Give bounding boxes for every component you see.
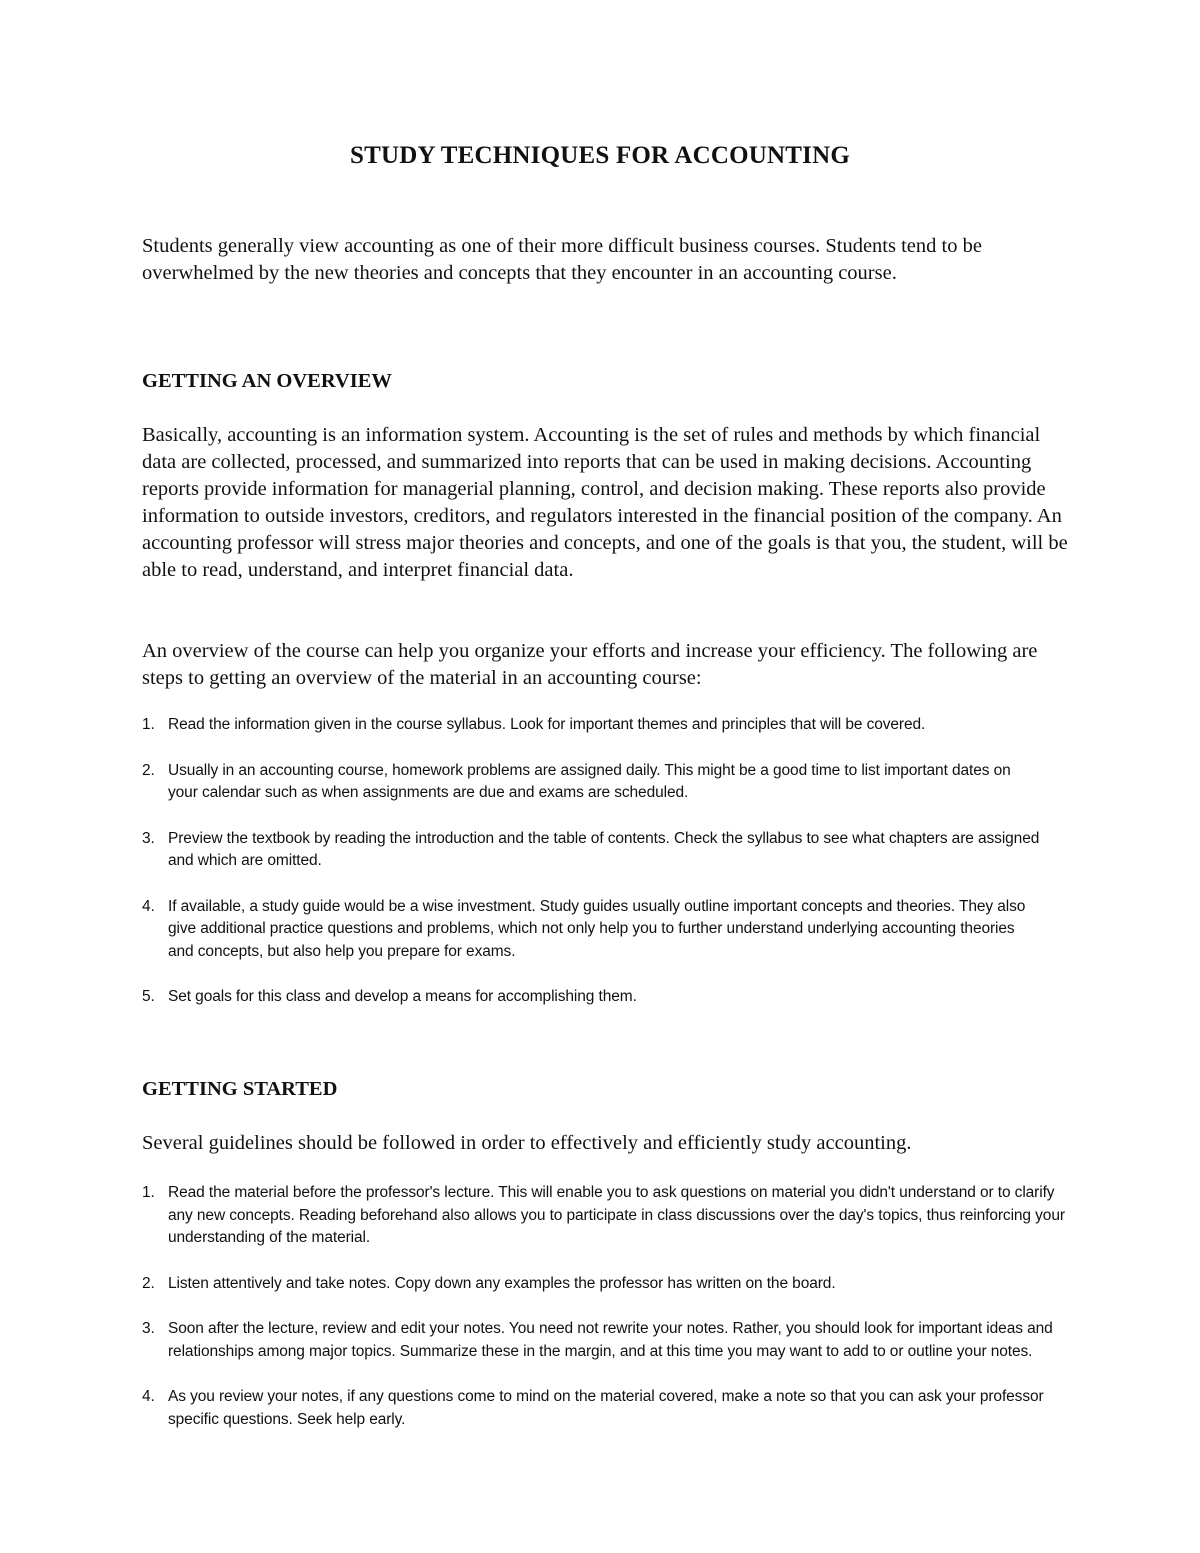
document-title: STUDY TECHNIQUES FOR ACCOUNTING	[349, 142, 851, 169]
list-item-number: 1.	[142, 1184, 155, 1201]
list-item-text: Set goals for this class and develop a means for accomplishing them.	[168, 988, 637, 1005]
list-item	[142, 828, 1042, 873]
overview-paragraph-2: An overview of the course can help you organize your efforts and increase your efficiency. The following are steps to getting an overview of the material in an accounting course:	[142, 640, 1038, 689]
section-heading-getting-started: GETTING STARTED	[142, 1078, 338, 1100]
list-item-text: Listen attentively and take notes. Copy down any examples the professor has written on the board.	[168, 1274, 836, 1292]
overview-paragraph-1: Basically, accounting is an information system. Accounting is the set of rules and methods by which financial data are collected, processed, and summarized into reports that can be used in making decisions. Accounting reports provide information for managerial planning, control, and decision making. These reports also provide information to outside investors, creditors, and regulators interested in the financial position of the company. An accounting professor will stress major theories and concepts, and one of the goals is that you, the student, will be able to read, understand, and interpret financial data.	[142, 424, 1068, 581]
list-item-number: 2.	[142, 761, 155, 779]
intro-paragraph: Students generally view accounting as one of their more difficult business courses. Students tend to be overwhelmed by the new theories and concepts that they encounter in an accounting course.	[142, 235, 982, 284]
list-item-text: Soon after the lecture, review and edit your notes. You need not rewrite your notes. Rather, you should look for important ideas and relationships among major topics. Summarize these in the margin, and at this time you may want to add to or outline your notes.	[168, 1320, 1053, 1360]
guidelines-list	[142, 1182, 1065, 1454]
list-item-number: 4.	[142, 897, 155, 915]
list-item	[142, 1182, 1068, 1250]
getting-started-paragraph: Several guidelines should be followed in order to effectively and efficiently study accounting.	[142, 1132, 912, 1154]
overview-steps-list	[142, 714, 1042, 1032]
section-heading-overview: GETTING AN OVERVIEW	[142, 370, 392, 392]
list-item-text: Read the information given in the course syllabus. Look for important themes and principles that will be covered.	[168, 716, 926, 733]
list-item-number: 1.	[142, 716, 155, 733]
list-item-text: As you review your notes, if any questions come to mind on the material covered, make a note so that you can ask your professor specific questions. Seek help early.	[168, 1388, 1044, 1428]
list-item	[142, 896, 1042, 964]
list-item	[142, 760, 1042, 805]
list-item-text: Usually in an accounting course, homework problems are assigned daily. This might be a good time to list important dates on your calendar such as when assignments are due and exams are scheduled.	[168, 761, 1011, 801]
list-item-text: Read the material before the professor's lecture. This will enable you to ask questions on material you didn't understand or to clarify any new concepts. Reading beforehand also allows you to participate in class discussions over the day's topics, thus reinforcing your understanding of the material.	[168, 1184, 1065, 1246]
list-item-number: 4.	[142, 1388, 155, 1405]
list-item	[142, 986, 1042, 1009]
list-item-text: If available, a study guide would be a wise investment. Study guides usually outline important concepts and theories. They also give additional practice questions and problems, which not only help you to further understand underlying accounting theories and concepts, but also help you prepare for exams.	[168, 897, 1026, 960]
list-item	[142, 714, 1042, 737]
list-item	[142, 1386, 1068, 1431]
list-item-text: Preview the textbook by reading the introduction and the table of contents. Check the syllabus to see what chapters are assigned and which are omitted.	[168, 829, 1040, 869]
list-item-number: 3.	[142, 1320, 155, 1337]
list-item	[142, 1273, 1068, 1296]
list-item-number: 3.	[142, 829, 155, 847]
list-item-number: 5.	[142, 988, 155, 1005]
list-item-number: 2.	[142, 1274, 155, 1292]
list-item	[142, 1318, 1068, 1363]
